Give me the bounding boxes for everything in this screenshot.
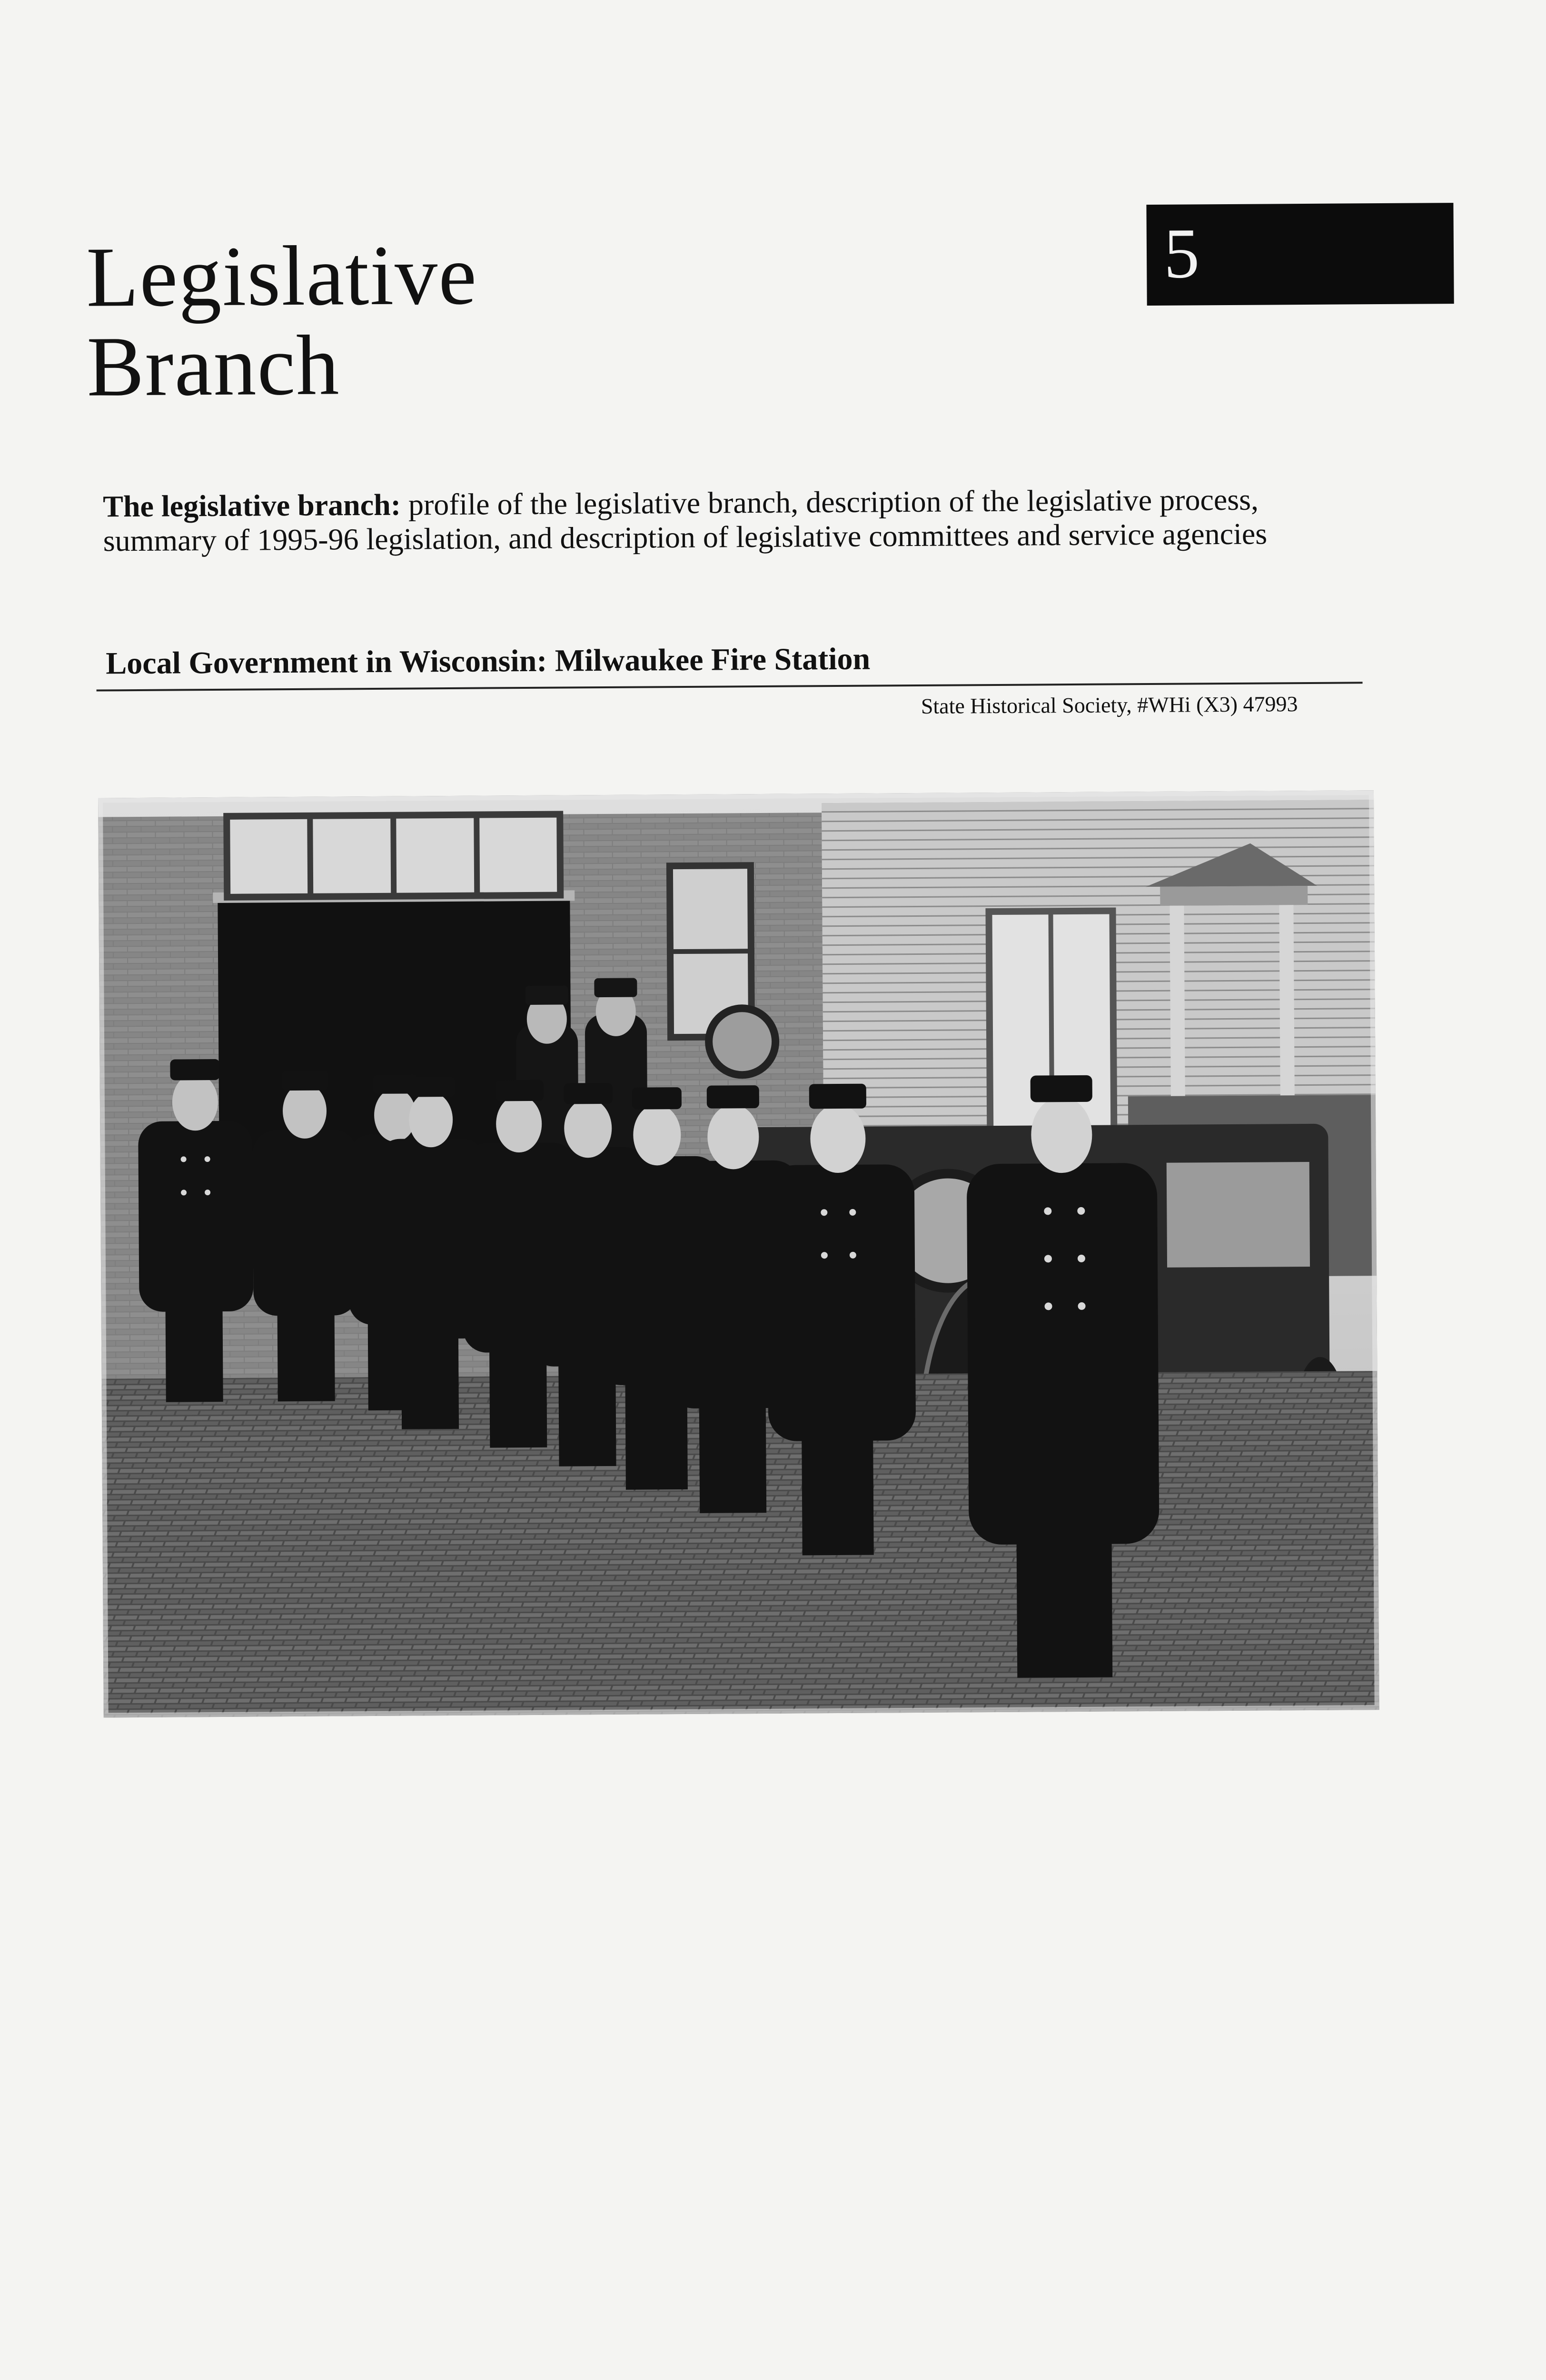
chapter-title-line-1: Legislative: [86, 227, 478, 325]
chapter-summary: [103, 482, 1341, 558]
fire-station-photo: [98, 790, 1379, 1717]
heading-rule: [97, 682, 1363, 691]
chapter-title-line-2: Branch: [86, 317, 340, 414]
chapter-title: [86, 227, 478, 414]
summary-text: profile of the legislative branch, description of the legislative process, summary of 1995-96 legislation, and description of legislative committees and service agencies: [103, 482, 1268, 558]
chapter-number-tab: [1146, 203, 1454, 306]
photo-credit: State Historical Society, #WHi (X3) 47993: [921, 692, 1298, 718]
photo-section-heading: Local Government in Wisconsin: Milwaukee Fire Station: [106, 641, 871, 681]
summary-lead: The legislative branch:: [103, 487, 401, 524]
chapter-number: 5: [1163, 214, 1200, 293]
